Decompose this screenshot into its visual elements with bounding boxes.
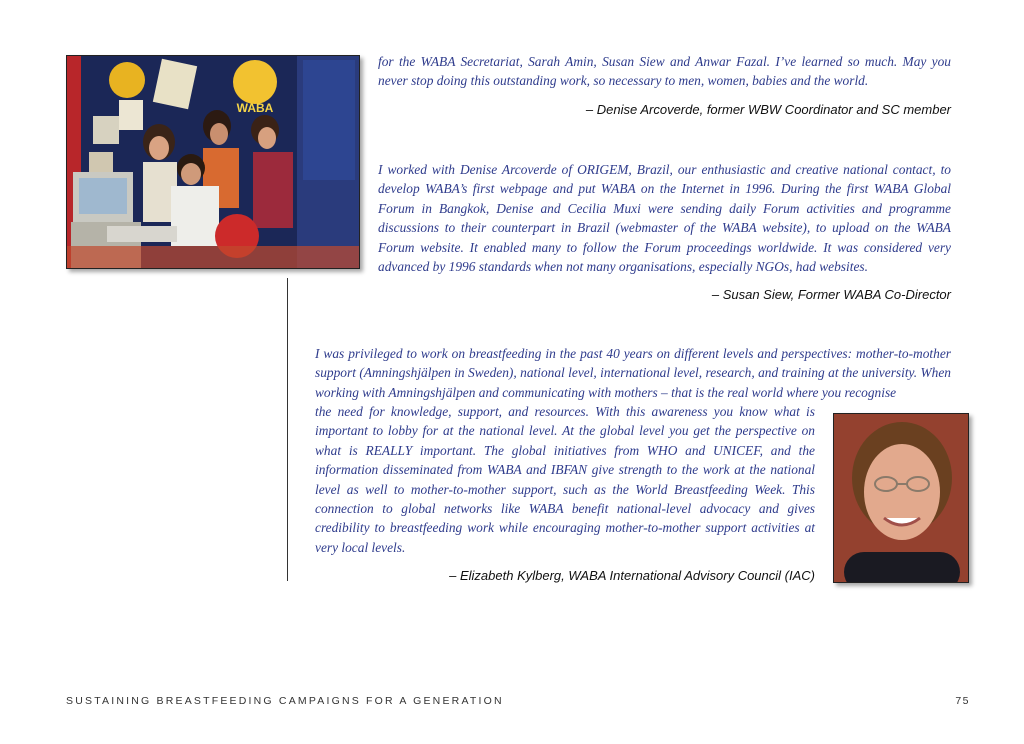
quote-elizabeth-part1: I was privileged to work on breastfeeding in the past 40 years on different levels and perspectives: mother-to-mother support (Amningshjälpen in Sweden), national level, international level, research, and training at the university. When working with Amningshjälpen and communicating with mothers – that is the real world where you recognise xyxy=(315,346,951,400)
portrait-photo xyxy=(833,413,969,583)
attribution-denise: – Denise Arcoverde, former WBW Coordinator and SC member xyxy=(585,102,951,117)
divider-line xyxy=(287,278,288,581)
footer-title: SUSTAINING BREASTFEEDING CAMPAIGNS FOR A GENERATION xyxy=(66,695,504,707)
attribution-susan: – Susan Siew, Former WABA Co-Director xyxy=(711,287,951,302)
quote-susan: I worked with Denise Arcoverde of ORIGEM, Brazil, our enthusiastic and creative national contact, to develop WABA’s first webpage and put WABA on the Internet in 1996. During the first WABA Global Forum in Bangkok, Denise and Cecilia Muxi were sending daily Forum activities and programme discussions to their counterpart in Brazil (webmaster of the WABA website), to upload on the WABA Forum website. It enabled many to follow the Forum proceedings worldwide. It was considered very advanced by 1996 standards when not many organisations, especially NGOs, had websites. xyxy=(378,162,951,275)
booth-banner-text: WABA xyxy=(236,101,274,115)
booth-photo xyxy=(66,55,360,269)
attribution-elizabeth: – Elizabeth Kylberg, WABA International Advisory Council (IAC) xyxy=(449,568,815,583)
page-number: 75 xyxy=(955,695,970,707)
quote-elizabeth-part2: the need for knowledge, support, and resources. With this awareness you know what is important to lobby for at the national level. At the global level you get the perspective on what is REALLY important. The global initiatives from WHO and UNICEF, and the information disseminated from WABA and IBFAN give strength to the work at the national level as well to mother-to-mother support, such as the World Breastfeeding Week. This connection to global networks like WABA benefit national-level advocacy and gives credibility to breastfeeding work while encouraging mother-to-mother support activities at very local levels. xyxy=(315,404,815,555)
quote-denise: for the WABA Secretariat, Sarah Amin, Susan Siew and Anwar Fazal. I’ve learned so much. May you never stop doing this outstanding work, so necessary to men, women, babies and the world. xyxy=(378,54,951,89)
